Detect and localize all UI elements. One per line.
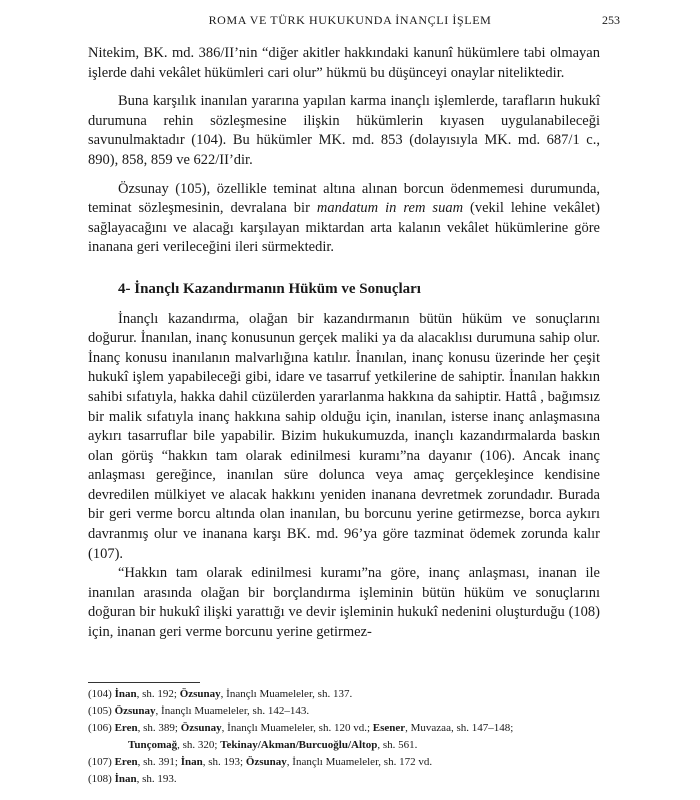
latin-term: mandatum in rem suam <box>316 200 464 217</box>
footnote-number: (107) <box>88 756 112 768</box>
citation-text: , sh. 193. <box>136 773 177 785</box>
citation-text: , sh. 320; <box>177 739 221 751</box>
paragraph-3 <box>88 180 600 258</box>
citation-text: , İnançlı Muameleler, sh. 172 vd. <box>286 756 433 768</box>
author: İnan <box>180 756 203 768</box>
author: Özsunay <box>114 705 156 717</box>
citation-text: , sh. 391; <box>137 756 181 768</box>
paragraph-4: İnançlı kazandırma, olağan bir kazandırmanın bütün hüküm ve sonuçlarını doğurur. İnanılan, inanç konusunun gerçek maliki ya da alacaklısı durumuna sahip olur. İnanç konusu inanılanın malvarlığına katılır. İnanılan, inanç konusu üzerinde her çeşit hukukî işlem yapabileceği gibi, idare ve tasarruf yetkilerine de sahiptir. İnanılan hakkın sahibi sıfatıyla, hakka dahil cüzülerden yararlanma hakkına da sahiptir. Hattâ , bağımsız bir malik sıfatıyla inanç hakkına sahip olduğu için, inanılan, isterse inanç anlaşmasına aykırı tasarruflar bile yapabilir. Bizim hukukumuzda, inançlı kazandırmalarda baskın olan görüş “hakkın tam olarak edinilmesi kuramı”na dayanır (106). Ancak inanç anlaşması gereğince, inanılan süre dolunca veya amaç gerçekleşince kendisine devredilen mülkiyet ve alacak hakkını yeniden inanana devretmek zorundadır. Burada bir geri verme borcu altında olan inanılan, bu borcunu yerine getirmezse, borca aykırı davranmış olur ve inanana karşı BK. md. 96’ya göre tazminat ödemek zorunda kalır (107). <box>88 310 600 562</box>
section-heading: 4- İnançlı Kazandırmanın Hüküm ve Sonuçları <box>118 280 421 297</box>
paragraph-3-end: (vekil lehine vekâlet) sağlayacağını ve alacağı karşılayan miktardan arta kalanın vekâlet hükümlerine göre inanana geri verileceğini ileri sürmektedir. <box>88 200 600 256</box>
footnote-107 <box>88 754 648 771</box>
citation-text: , Muvazaa, sh. 147–148; <box>405 722 514 734</box>
footnote-105 <box>88 703 648 720</box>
citation-text: , sh. 193; <box>202 756 246 768</box>
author: Tekinay/Akman/Burcuoğlu/Altop <box>220 739 378 751</box>
footnotes <box>88 686 648 788</box>
author: Eren <box>114 722 138 734</box>
author: Esener <box>372 722 406 734</box>
citation-text: , İnançlı Muameleler, sh. 137. <box>220 688 353 700</box>
footnote-104 <box>88 686 648 703</box>
author: Özsunay <box>179 688 221 700</box>
paragraph-2: Buna karşılık inanılan yararına yapılan karma inançlı işlemlerde, tarafların hukukî durumuna rehin sözleşmesine ilişkin hükümlerin kıyasen uygulanabileceği savunulmaktadır (104). Bu hükümler MK. md. 853 (dolayısıyla MK. md. 687/1 c., 890), 858, 859 ve 622/II’dir. <box>88 93 600 168</box>
paragraph-3-start: Özsunay (105), özellikle teminat altına alınan borcun ödenmemesi durumunda, teminat sözleşmesinin, devralana bir <box>88 180 600 217</box>
author: Özsunay <box>180 722 222 734</box>
citation-text: , İnançlı Muameleler, sh. 142–143. <box>155 705 310 717</box>
author: Tunçomağ <box>128 739 178 751</box>
page-number: 253 <box>602 13 620 27</box>
footnote-106-continued <box>88 737 648 754</box>
footnote-number: (105) <box>88 705 112 717</box>
footnote-108 <box>88 771 648 788</box>
footnote-number: (106) <box>88 722 112 734</box>
running-header <box>0 10 700 30</box>
citation-text: , İnançlı Muameleler, sh. 120 vd.; <box>221 722 373 734</box>
footnote-divider <box>88 682 200 683</box>
author: Eren <box>114 756 138 768</box>
paragraph-5: “Hakkın tam olarak edinilmesi kuramı”na göre, inanç anlaşması, inanan ile inanılan arasında olağan bir borçlandırma işleminin bütün hüküm ve sonuçlarını doğuran bir hukukî ilişki yarattığı ve devir işleminin hukukî nedenini oluşturduğu (108) için, inanan geri verme borcunu yerine getirmez- <box>88 565 600 641</box>
citation-text: , sh. 561. <box>377 739 418 751</box>
footnote-106 <box>88 720 648 754</box>
citation-text: , sh. 389; <box>137 722 181 734</box>
footnote-number: (108) <box>88 773 112 785</box>
author: İnan <box>114 773 137 785</box>
author: İnan <box>114 688 137 700</box>
main-text <box>88 44 600 643</box>
footnote-number: (104) <box>88 688 112 700</box>
author: Özsunay <box>245 756 287 768</box>
citation-text: , sh. 192; <box>136 688 180 700</box>
running-title: ROMA VE TÜRK HUKUKUNDA İNANÇLI İŞLEM <box>208 13 492 27</box>
paragraph-1: Nitekim, BK. md. 386/II’nin “diğer akitler hakkındaki kanunî hükümlere tabi olmayan işlerde dahi vekâlet hükümleri cari olur” hükmü bu düşünceyi onaylar niteliktedir. <box>88 45 600 81</box>
